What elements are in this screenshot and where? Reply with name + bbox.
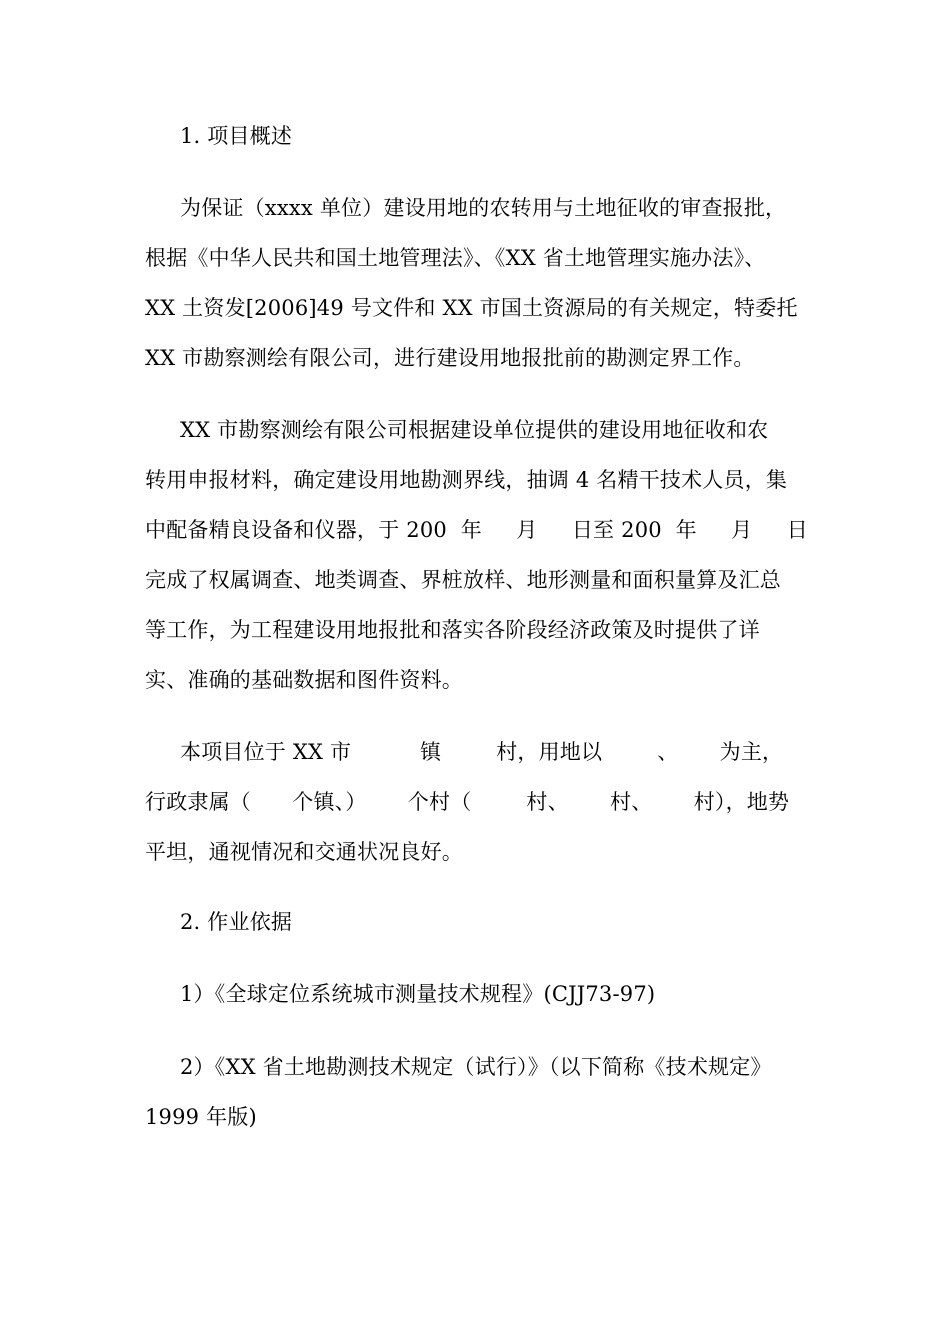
paragraph-line: XX 市勘察测绘有限公司根据建设单位提供的建设用地征收和农 — [180, 418, 769, 442]
paragraph-line: XX 土资发[2006]49 号文件和 XX 市国土资源局的有关规定，特委托 — [145, 296, 798, 320]
paragraph-line: 根据《中华人民共和国土地管理法》、《XX 省土地管理实施办法》、 — [145, 246, 766, 270]
basis-item-1: 1）《全球定位系统城市测量技术规程》(CJJ73-97) — [180, 982, 656, 1006]
section-heading-overview: 1. 项目概述 — [180, 124, 293, 148]
paragraph-line: 中配备精良设备和仪器，于 200 年 月 日至 200 年 月 日 — [145, 518, 808, 542]
paragraph-line: 平坦，通视情况和交通状况良好。 — [145, 840, 463, 864]
paragraph-line: 为保证（xxxx 单位）建设用地的农转用与土地征收的审查报批， — [180, 196, 787, 220]
paragraph-line: 行政隶属（ 个镇、） 个村（ 村、 村、 村），地势 — [145, 790, 790, 814]
paragraph-line: 转用申报材料，确定建设用地勘测界线，抽调 4 名精干技术人员，集 — [145, 468, 788, 492]
paragraph-line: 实、准确的基础数据和图件资料。 — [145, 668, 463, 692]
paragraph-line: 本项目位于 XX 市 镇 村，用地以 、 为主， — [180, 740, 784, 764]
paragraph-line: 等工作，为工程建设用地报批和落实各阶段经济政策及时提供了详 — [145, 618, 760, 642]
paragraph-line: 1999 年版) — [145, 1105, 257, 1129]
paragraph-line: XX 市勘察测绘有限公司，进行建设用地报批前的勘测定界工作。 — [145, 346, 755, 370]
paragraph-line: 完成了权属调查、地类调查、界桩放样、地形测量和面积量算及汇总 — [145, 568, 781, 592]
section-heading-basis: 2. 作业依据 — [180, 910, 293, 934]
paragraph-line: 2）《XX 省土地勘测技术规定（试行）》（以下简称《技术规定》 — [180, 1055, 772, 1079]
